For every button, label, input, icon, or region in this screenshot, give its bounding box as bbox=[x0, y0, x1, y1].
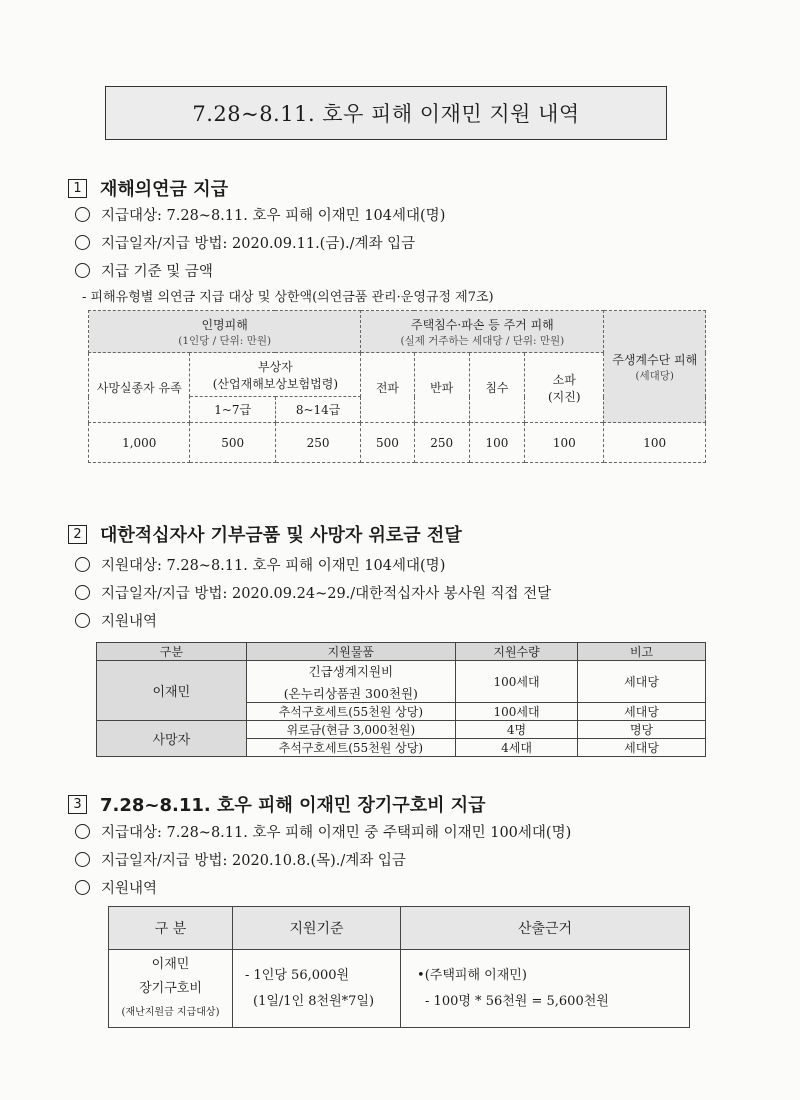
circle-bullet-icon bbox=[75, 613, 90, 628]
table-row bbox=[89, 423, 706, 463]
table-row bbox=[97, 661, 706, 703]
section-2-heading bbox=[68, 521, 462, 547]
table-cell: 세대당 bbox=[578, 739, 706, 757]
header-cell: 구 분 bbox=[109, 907, 233, 950]
section-number: 3 bbox=[68, 795, 87, 814]
table-cell: 세대당 bbox=[578, 703, 706, 721]
table-cell: 세대당 bbox=[578, 661, 706, 703]
section-3-heading bbox=[68, 791, 486, 817]
circle-bullet-icon bbox=[75, 880, 90, 895]
section-1-heading bbox=[68, 175, 228, 201]
section-title: 7.28~8.11. 호우 피해 이재민 장기구호비 지급 bbox=[100, 795, 486, 816]
table-row bbox=[109, 950, 690, 1028]
header-cell: 사망실종자 유족 bbox=[89, 353, 190, 423]
header-cell: 소파 (지진) bbox=[525, 353, 604, 423]
table-cell: 4명 bbox=[456, 721, 578, 739]
header-cell: 주택침수·파손 등 주거 피해 (실제 거주하는 세대당 / 단위: 만원) bbox=[361, 311, 604, 353]
table-cell: 100세대 bbox=[456, 661, 578, 703]
table-cell: 500 bbox=[361, 423, 414, 463]
header-cell: 주생계수단 피해 (세대당) bbox=[604, 311, 706, 423]
table-cell: 100 bbox=[604, 423, 706, 463]
sub-note: - 피해유형별 의연금 지급 대상 및 상한액(의연금품 관리·운영규정 제7조) bbox=[82, 290, 494, 305]
table-cell: 추석구호세트(55천원 상당) bbox=[246, 703, 455, 721]
header-cell: 구분 bbox=[97, 643, 247, 661]
table-cell: 위로금(현금 3,000천원) bbox=[246, 721, 455, 739]
header-cell: 지원물품 bbox=[246, 643, 455, 661]
table-cell: 이재민 장기구호비 (재난지원금 지급대상) bbox=[109, 950, 233, 1028]
table-cell: 4세대 bbox=[456, 739, 578, 757]
list-item: 지급일자/지급 방법: 2020.10.8.(목)./계좌 입금 bbox=[75, 849, 406, 870]
long-term-relief-table bbox=[108, 906, 690, 1028]
table-cell: 명당 bbox=[578, 721, 706, 739]
list-item: 지급 기준 및 금액 bbox=[75, 260, 213, 281]
header-cell: 전파 bbox=[361, 353, 414, 423]
circle-bullet-icon bbox=[75, 235, 90, 250]
table-cell: •(주택피해 이재민) - 100명 * 56천원 = 5,600천원 bbox=[401, 950, 690, 1028]
circle-bullet-icon bbox=[75, 585, 90, 600]
circle-bullet-icon bbox=[75, 852, 90, 867]
header-cell: 지원기준 bbox=[233, 907, 401, 950]
header-cell: 비고 bbox=[578, 643, 706, 661]
list-item: 지급대상: 7.28~8.11. 호우 피해 이재민 104세대(명) bbox=[75, 204, 445, 225]
list-item: 지급일자/지급 방법: 2020.09.11.(금)./계좌 입금 bbox=[75, 232, 415, 253]
list-item: 지원내역 bbox=[75, 877, 157, 898]
section-number: 2 bbox=[68, 525, 87, 544]
table-cell: 250 bbox=[275, 423, 360, 463]
table-cell: 긴급생계지원비 (온누리상품권 300천원) bbox=[246, 661, 455, 703]
table-cell: 500 bbox=[190, 423, 275, 463]
table-cell: 1,000 bbox=[89, 423, 190, 463]
table-cell: 250 bbox=[414, 423, 469, 463]
header-cell: 1~7급 bbox=[190, 397, 275, 423]
header-cell: 침수 bbox=[469, 353, 524, 423]
list-item: 지원대상: 7.28~8.11. 호우 피해 이재민 104세대(명) bbox=[75, 554, 445, 575]
circle-bullet-icon bbox=[75, 207, 90, 222]
table-cell: 100 bbox=[525, 423, 604, 463]
list-item: 지원내역 bbox=[75, 610, 157, 631]
redcross-support-table bbox=[96, 642, 706, 757]
header-cell: 지원수량 bbox=[456, 643, 578, 661]
section-title: 대한적십자사 기부금품 및 사망자 위로금 전달 bbox=[100, 525, 462, 546]
section-number: 1 bbox=[68, 179, 87, 198]
bullet-icon: • bbox=[417, 967, 425, 983]
header-cell: 부상자 (산업재해보상보험법령) bbox=[190, 353, 361, 397]
header-cell: 8~14급 bbox=[275, 397, 360, 423]
relief-fund-table bbox=[88, 310, 706, 463]
table-row bbox=[97, 721, 706, 739]
page-title: 7.28~8.11. 호우 피해 이재민 지원 내역 bbox=[105, 86, 667, 140]
list-item: 지급일자/지급 방법: 2020.09.24~29./대한적십자사 봉사원 직접 전달 bbox=[75, 582, 551, 603]
header-cell: 산출근거 bbox=[401, 907, 690, 950]
table-cell: 100 bbox=[469, 423, 524, 463]
section-title: 재해의연금 지급 bbox=[100, 179, 228, 200]
circle-bullet-icon bbox=[75, 263, 90, 278]
table-cell: - 1인당 56,000원 (1일/1인 8천원*7일) bbox=[233, 950, 401, 1028]
circle-bullet-icon bbox=[75, 557, 90, 572]
table-cell: 100세대 bbox=[456, 703, 578, 721]
table-cell: 추석구호세트(55천원 상당) bbox=[246, 739, 455, 757]
circle-bullet-icon bbox=[75, 824, 90, 839]
group-cell: 이재민 bbox=[97, 661, 247, 721]
list-item: 지급대상: 7.28~8.11. 호우 피해 이재민 중 주택피해 이재민 100세대(명) bbox=[75, 821, 571, 842]
header-cell: 반파 bbox=[414, 353, 469, 423]
header-cell: 인명피해 (1인당 / 단위: 만원) bbox=[89, 311, 361, 353]
group-cell: 사망자 bbox=[97, 721, 247, 757]
